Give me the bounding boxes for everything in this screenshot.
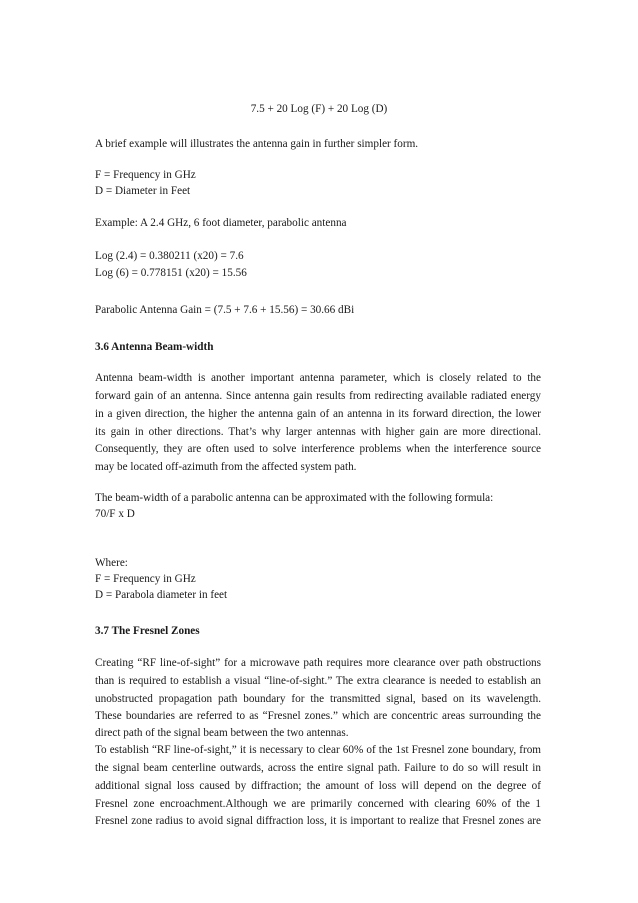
- beam-width-formula: 70/F x D: [95, 508, 135, 520]
- paragraph-line: Consequently, they are often used to solve interference problems when the interference source: [95, 443, 541, 455]
- paragraph-line: Creating “RF line-of-sight” for a microwave path requires more clearance over path obstructions: [95, 657, 541, 669]
- where-label: Where:: [95, 557, 128, 569]
- log-calculation-1: Log (2.4) = 0.380211 (x20) = 7.6: [95, 250, 244, 262]
- definition-frequency: F = Frequency in GHz: [95, 169, 196, 181]
- gain-result: Parabolic Antenna Gain = (7.5 + 7.6 + 15.56) = 30.66 dBi: [95, 304, 355, 316]
- gain-formula: 7.5 + 20 Log (F) + 20 Log (D): [250, 103, 388, 115]
- intro-text: A brief example will illustrates the antenna gain in further simpler form.: [95, 138, 419, 150]
- example-text: Example: A 2.4 GHz, 6 foot diameter, parabolic antenna: [95, 217, 347, 229]
- paragraph-line: These boundaries are referred to as “Fresnel zones.” which are concentric areas surrounding the: [95, 710, 541, 722]
- where-diameter: D = Parabola diameter in feet: [95, 589, 228, 601]
- paragraph-line: additional signal loss caused by diffraction; the amount of loss will depend on the degree of: [95, 780, 541, 792]
- paragraph-line: Antenna beam-width is another important antenna parameter, which is closely related to the: [95, 372, 541, 384]
- paragraph-line: Fresnel zone encroachment.Although we are primarily concerned with clearing 60% of the 1: [95, 798, 541, 810]
- beam-width-intro: The beam-width of a parabolic antenna can be approximated with the following formula:: [95, 492, 494, 504]
- section-heading-beam-width: 3.6 Antenna Beam-width: [95, 341, 214, 353]
- paragraph-line: unobstructed propagation path boundary for the transmitted signal, based on its wavelength.: [95, 693, 541, 705]
- paragraph-line: its gain in other directions. That’s why larger antennas with higher gain are more directional.: [95, 426, 541, 438]
- paragraph-line: than is required to establish a visual “line-of-sight.” The extra clearance is needed to establish an: [95, 675, 541, 687]
- paragraph-line: the signal beam centerline outwards, across the entire signal path. Failure to do so will result in: [95, 762, 541, 774]
- definition-diameter: D = Diameter in Feet: [95, 185, 191, 197]
- paragraph-line: may be located off-azimuth from the affected system path.: [95, 461, 357, 473]
- log-calculation-2: Log (6) = 0.778151 (x20) = 15.56: [95, 267, 247, 279]
- where-frequency: F = Frequency in GHz: [95, 573, 196, 585]
- paragraph-line: To establish “RF line-of-sight,” it is necessary to clear 60% of the 1st Fresnel zone boundary, from: [95, 744, 541, 756]
- section-heading-fresnel-zones: 3.7 The Fresnel Zones: [95, 625, 200, 637]
- paragraph-line: forward gain of an antenna. Since antenna gain results from redirecting available radiated energy: [95, 390, 541, 402]
- paragraph-line: direct path of the signal beam between the two antennas.: [95, 727, 349, 739]
- paragraph-line: Fresnel zone radius to avoid signal diffraction loss, it is important to realize that Fresnel zones are: [95, 815, 541, 827]
- paragraph-line: in a given direction, the higher the antenna gain of an antenna in its forward direction, the lower: [95, 408, 541, 420]
